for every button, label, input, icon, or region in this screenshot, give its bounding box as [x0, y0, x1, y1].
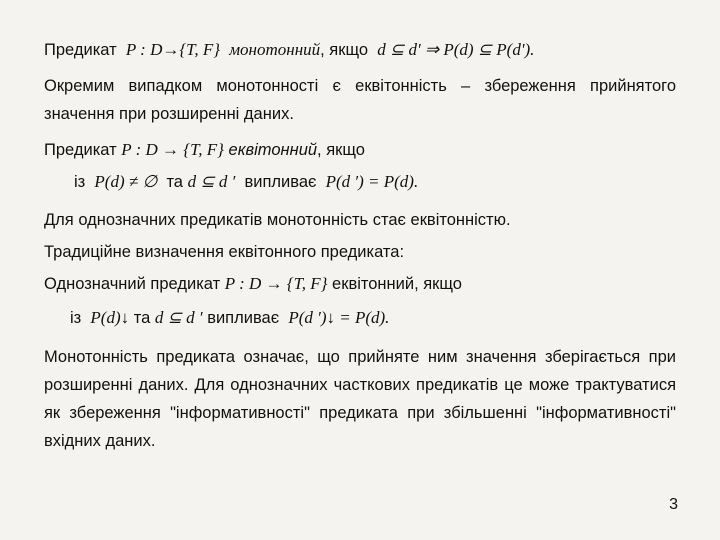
page-number: 3: [669, 496, 678, 513]
equitone-intro-paragraph: Окремим випадком монотонності є еквітонність – збереження прийнятого значення при розширенні даних.: [44, 77, 676, 123]
def1-lead: Предикат: [44, 41, 117, 59]
cond2-from: із: [74, 173, 86, 191]
cond3-formula2: d ⊆ d ′: [154, 308, 203, 327]
cond2-formula3: P(d ′) = P(d).: [325, 172, 419, 191]
cond2-implies: випливає: [244, 173, 317, 191]
cond2-formula1: P(d) ≠ ∅: [94, 172, 158, 191]
def2-lead: Предикат: [44, 141, 117, 159]
traditional-definition-heading: Традиційне визначення еквітонного предиката:: [44, 243, 405, 261]
monotone-definition: [44, 40, 676, 60]
def3-lead: Однозначний предикат: [44, 275, 221, 293]
single-valued-condition: [70, 308, 676, 328]
equitone-condition: [74, 172, 676, 192]
cond3-and: та: [133, 309, 151, 327]
cond3-formula3: P(d ′)↓ = P(d).: [288, 308, 390, 327]
def1-condition: d ⊆ d' ⇒ P(d) ⊆ P(d').: [377, 40, 535, 59]
cond3-from: із: [70, 309, 82, 327]
def1-cond-word: , якщо: [320, 41, 369, 59]
equitone-definition: [44, 140, 676, 160]
def3-rest: еквітонний, якщо: [332, 275, 462, 293]
monotonicity-explanation-paragraph: Монотонність предиката означає, що прийняте ним значення зберігається при розширенні даних. Для однозначних часткових предикатів це може трактуватися як збереження "інформативності" предиката при збільшенні "інформативності" вхідних даних.: [44, 348, 676, 450]
def1-formula: P : D→{T, F}: [125, 40, 221, 59]
def3-formula: P : D → {T, F}: [224, 274, 328, 293]
cond2-formula2: d ⊆ d ′: [187, 172, 236, 191]
cond3-implies: випливає: [207, 309, 280, 327]
single-valued-definition: [44, 274, 676, 294]
cond2-and: та: [166, 173, 183, 191]
def1-term: монотонний: [229, 40, 321, 59]
def2-term: еквітонний: [228, 141, 318, 159]
def2-cond-word: , якщо: [317, 141, 365, 159]
single-valued-statement: Для однозначних предикатів монотонність стає еквітонністю.: [44, 211, 511, 229]
cond3-formula1: P(d)↓: [90, 308, 130, 327]
def2-formula: P : D → {T, F}: [121, 140, 224, 159]
